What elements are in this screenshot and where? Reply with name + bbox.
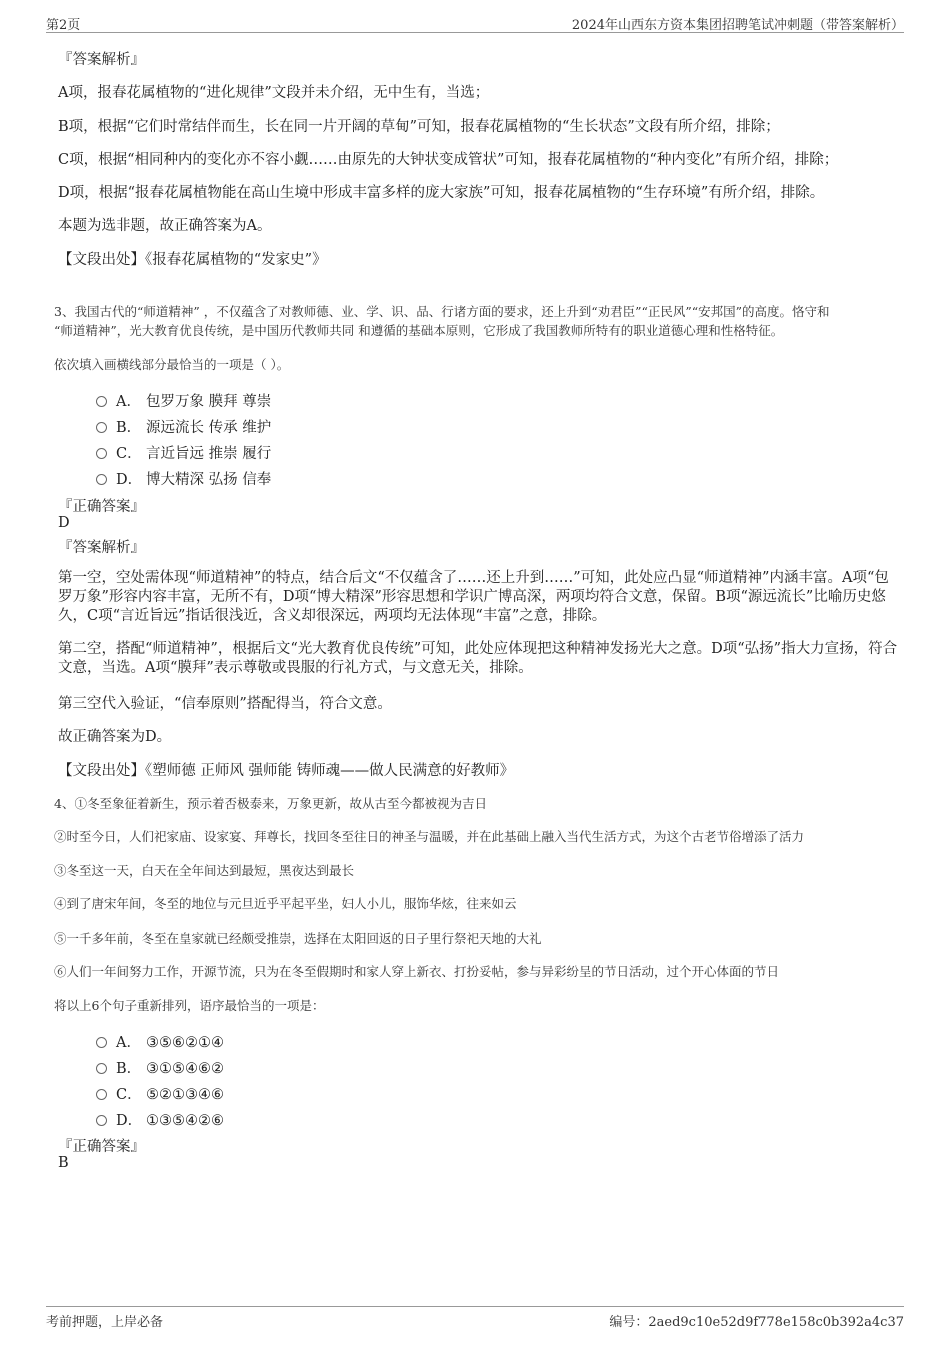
q4-option-d[interactable]: D． ①③⑤④②⑥ [96, 1109, 224, 1127]
page-number: 第2页 [46, 18, 81, 33]
q4-option-b[interactable]: B． ③①⑤④⑥② [96, 1057, 224, 1075]
q3-analysis-paragraph: 第三空代入验证，“信奉原则”搭配得当，符合文意。 [58, 696, 392, 712]
q3-answer: D [58, 515, 70, 531]
q3-stem-line: “师道精神”，光大教育优良传统，是中国历代教师共同 和遵循的基础本原则，它形成了我国教师所特有的职业道德心理和性格特征。 [54, 323, 784, 338]
page-header [46, 12, 904, 33]
q4-sentence: ②时至今日，人们祀家庙、设家宴、拜尊长，找回冬至往日的神圣与温暖，并在此基础上融入当代生活方式，为这个古老节俗增添了活力 [54, 829, 805, 844]
q3-prompt: 依次填入画横线部分最恰当的一项是（ ）。 [54, 357, 290, 372]
q3-option-d[interactable]: D． 博大精深 弘扬 信奉 [96, 468, 271, 486]
q2-analysis-line: 本题为选非题，故正确答案为A。 [58, 218, 272, 234]
q4-answer: B [58, 1155, 69, 1171]
radio-icon[interactable] [96, 448, 107, 459]
q3-analysis-paragraph: 故正确答案为D。 [58, 729, 172, 745]
q2-analysis-line: C项，根据“相同种内的变化亦不容小觑……由原先的大钟状变成管状”可知，报春花属植物的“种内变化”有所介绍，排除； [58, 152, 839, 168]
radio-icon[interactable] [96, 1089, 107, 1100]
document-title: 2024年山西东方资本集团招聘笔试冲刺题（带答案解析） [571, 18, 904, 33]
q3-analysis-paragraph: 第二空，搭配“师道精神”，根据后文“光大教育优良传统”可知，此处应体现把这种精神发扬光大之意。D项“弘扬”指大力宣扬，符合文意，当选。A项“膜拜”表示尊敬或畏服的行礼方式，与文意无关，排除。 [58, 641, 898, 676]
q4-sentence: 4、①冬至象征着新生，预示着否极泰来，万象更新，故从古至今都被视为吉日 [54, 796, 487, 811]
radio-icon[interactable] [96, 1063, 107, 1074]
radio-icon[interactable] [96, 396, 107, 407]
q2-analysis-line: D项，根据“报春花属植物能在高山生境中形成丰富多样的庞大家族”可知，报春花属植物的“生存环境”有所介绍，排除。 [58, 185, 825, 201]
q4-sentence: ⑥人们一年间努力工作，开源节流，只为在冬至假期时和家人穿上新衣、打扮妥帖，参与异彩纷呈的节日活动，过个开心体面的节日 [54, 964, 780, 979]
q3-analysis-paragraph: 第一空，空处需体现“师道精神”的特点，结合后文“不仅蕴含了……还上升到……”可知，此处应凸显“师道精神”内涵丰富。A项“包罗万象”形容内容丰富，无所不有，D项“博大精深”形容思想和学识广博高深，两项均符合文意，保留。B项“源远流长”比喻历史悠久，C项“言近旨远”指话很浅近，含义却很深远，两项均无法体现“丰富”之意，排除。 [58, 570, 889, 624]
radio-icon[interactable] [96, 474, 107, 485]
q4-option-c[interactable]: C． ⑤②①③④⑥ [96, 1083, 224, 1101]
q3-option-a[interactable]: A． 包罗万象 膜拜 尊崇 [96, 390, 271, 408]
q2-analysis-line: A项，报春花属植物的“进化规律”文段并未介绍，无中生有，当选； [58, 85, 490, 101]
document-id: 编号：2aed9c10e52d9f778e158c0b392a4c37 [609, 1315, 904, 1330]
q4-option-a[interactable]: A． ③⑤⑥②①④ [96, 1031, 224, 1049]
q2-analysis-line: B项，根据“它们时常结伴而生，长在同一片开阔的草甸”可知，报春花属植物的“生长状态”文段有所介绍，排除； [58, 119, 780, 135]
q3-source: 【文段出处】《塑师德 正师风 强师能 铸师魂——做人民满意的好教师》 [58, 763, 515, 779]
q3-option-b[interactable]: B． 源远流长 传承 维护 [96, 416, 271, 434]
q2-analysis-label: 『答案解析』 [58, 52, 145, 68]
q3-analysis-label: 『答案解析』 [58, 540, 145, 556]
q2-source: 【文段出处】《报春花属植物的“发家史”》 [58, 252, 327, 268]
q4-sentence: ④到了唐宋年间，冬至的地位与元旦近乎平起平坐，妇人小儿，服饰华炫，往来如云 [54, 896, 517, 911]
q3-option-c[interactable]: C． 言近旨远 推崇 履行 [96, 442, 271, 460]
q4-answer-label: 『正确答案』 [58, 1139, 145, 1155]
radio-icon[interactable] [96, 422, 107, 433]
q4-sentence: ⑤一千多年前，冬至在皇家就已经颇受推崇，选择在太阳回返的日子里行祭祀天地的大礼 [54, 931, 542, 946]
q3-stem-line: 3、我国古代的“师道精神” ，不仅蕴含了对教师德、业、学、识、品、行诸方面的要求，还上升到“劝君臣”“正民风”“安邦国”的高度。恪守和 [54, 304, 830, 319]
footer-slogan: 考前押题，上岸必备 [46, 1315, 164, 1330]
q4-prompt: 将以上6个句子重新排列，语序最恰当的一项是： [54, 998, 325, 1013]
q3-answer-label: 『正确答案』 [58, 499, 145, 515]
q4-sentence: ③冬至这一天，白天在全年间达到最短，黑夜达到最长 [54, 863, 355, 878]
radio-icon[interactable] [96, 1115, 107, 1126]
radio-icon[interactable] [96, 1037, 107, 1048]
page-footer [46, 1306, 904, 1330]
